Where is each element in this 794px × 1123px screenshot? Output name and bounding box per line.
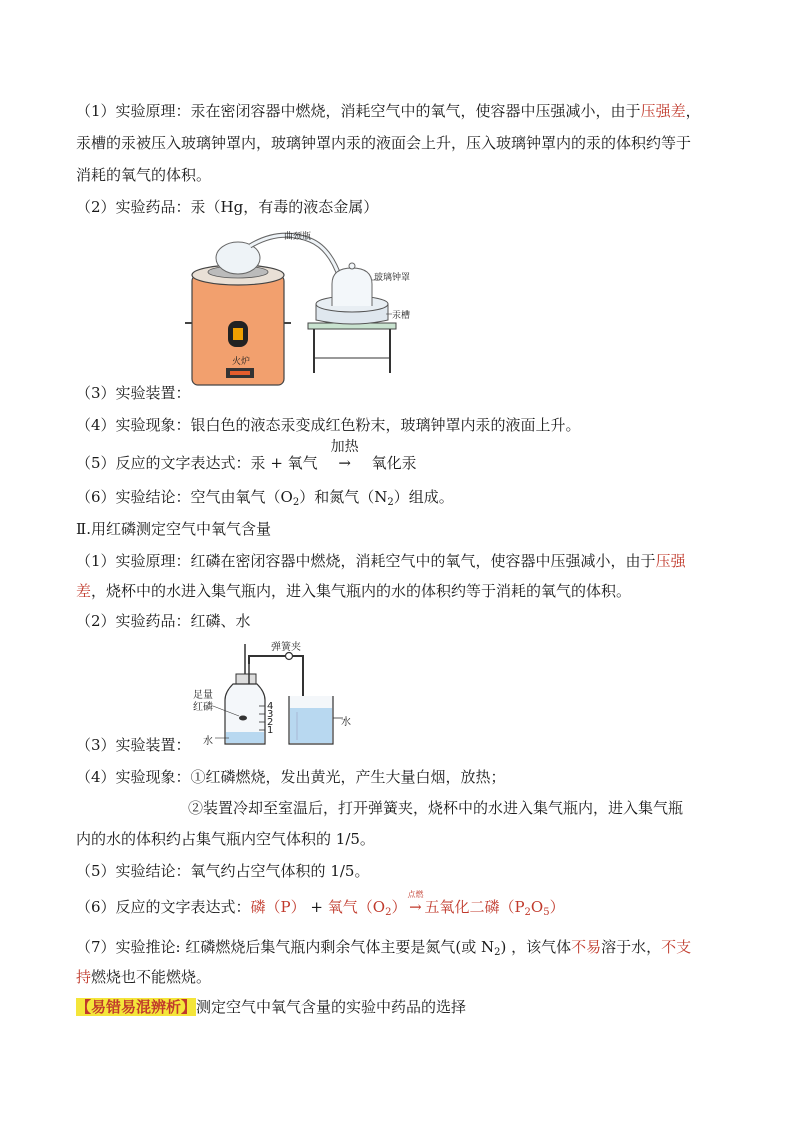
text: （1）实验原理：汞在密闭容器中燃烧，消耗空气中的氧气，使容器中压强减小，由于 bbox=[76, 102, 641, 120]
phosphorus-apparatus-figure bbox=[193, 640, 363, 752]
subscript: 2 bbox=[385, 907, 392, 918]
mercury-apparatus-figure bbox=[180, 228, 420, 386]
s1-principle-line1 bbox=[76, 101, 701, 121]
s1-drug: （2）实验药品：汞（Hg，有毒的液态金属） bbox=[76, 198, 379, 216]
beaker-water-label: 水 bbox=[341, 717, 351, 728]
phosphorus-label-2: 红磷 bbox=[193, 702, 213, 713]
mark-4: 4 bbox=[267, 701, 274, 712]
reactant-oxygen bbox=[328, 898, 407, 916]
arrow-icon: → bbox=[409, 898, 422, 916]
s2-apparatus: （3）实验装置： bbox=[76, 736, 191, 754]
bell-jar-label: 玻璃钟罩 bbox=[374, 273, 411, 283]
phosphorus-label-1: 足量 bbox=[193, 690, 213, 701]
highlight-text: 不易 bbox=[571, 938, 602, 956]
text: ) ，该气体 bbox=[500, 938, 572, 956]
subscript: 5 bbox=[543, 907, 550, 918]
furnace-label: 火炉 bbox=[232, 357, 251, 367]
s2-inference-line2 bbox=[76, 967, 211, 987]
reaction-arrow bbox=[324, 439, 366, 473]
s1-phenomenon: （4）实验现象：银白色的液态汞变成红色粉末，玻璃钟罩内汞的液面上升。 bbox=[76, 416, 581, 434]
s2-principle-line2 bbox=[76, 581, 631, 601]
subscript: 2 bbox=[387, 497, 394, 508]
s2-phenomenon-line2: ②装置冷却至室温后，打开弹簧夹，烧杯中的水进入集气瓶内，进入集气瓶 bbox=[188, 799, 684, 817]
text: 溶于水， bbox=[601, 938, 662, 956]
highlight-text: 压强 bbox=[655, 552, 686, 570]
text: 五氧化二磷（P bbox=[424, 898, 525, 916]
highlight-text: 压强差 bbox=[640, 102, 686, 120]
highlight-text: 持 bbox=[76, 968, 92, 986]
highlight-text: 差 bbox=[76, 582, 92, 600]
s2-phenomenon-line3: 内的水的体积约占集气瓶内空气体积的 1/5。 bbox=[76, 830, 375, 848]
s1-equation bbox=[76, 439, 417, 473]
s1-principle-line2: 汞槽的汞被压入玻璃钟罩内，玻璃钟罩内汞的液面会上升，压入玻璃钟罩内的汞的体积约等于 bbox=[76, 134, 692, 152]
s2-drug: （2）实验药品：红磷、水 bbox=[76, 612, 251, 630]
mark-2: 2 bbox=[267, 717, 274, 728]
text: 氧气（O bbox=[327, 898, 386, 916]
subscript: 2 bbox=[292, 497, 300, 508]
text: ， bbox=[685, 102, 701, 120]
reaction-condition: 点燃 bbox=[407, 890, 424, 899]
text: （1）实验原理：红磷在密闭容器中燃烧，消耗空气中的氧气，使容器中压强减小，由于 bbox=[76, 552, 656, 570]
mark-1: 1 bbox=[267, 725, 274, 736]
s2-heading: Ⅱ.用红磷测定空气中氧气含量 bbox=[76, 520, 271, 538]
reaction-condition: 加热 bbox=[330, 439, 359, 455]
plus-sign: + bbox=[305, 898, 328, 916]
text: ） bbox=[549, 898, 565, 916]
s2-inference-line1 bbox=[76, 937, 691, 957]
s1-conclusion bbox=[76, 487, 454, 507]
reactant-phosphorus: 磷（P） bbox=[250, 898, 306, 916]
product-p2o5 bbox=[424, 898, 564, 916]
tip-text: 测定空气中氧气含量的实验中药品的选择 bbox=[196, 998, 467, 1016]
s2-principle-line1 bbox=[76, 551, 686, 571]
text: ，烧杯中的水进入集气瓶内，进入集气瓶内的水的体积约等于消耗的氧气的体积。 bbox=[91, 582, 632, 600]
reaction-arrow bbox=[406, 890, 424, 917]
tip-line bbox=[76, 997, 466, 1017]
text: （6）实验结论：空气由氧气（O bbox=[76, 488, 293, 506]
text: （6）反应的文字表达式： bbox=[76, 898, 251, 916]
product: 氧化汞 bbox=[371, 454, 417, 472]
mark-3: 3 bbox=[267, 709, 274, 720]
retort-flask-label: 曲颈瓶 bbox=[284, 232, 312, 242]
tip-badge: 【易错易混辨析】 bbox=[76, 998, 197, 1016]
text: ） bbox=[391, 898, 407, 916]
text: O bbox=[530, 898, 544, 916]
text: 燃烧也不能燃烧。 bbox=[91, 968, 212, 986]
text: ）组成。 bbox=[393, 488, 454, 506]
spring-clamp-label: 弹簧夹 bbox=[271, 642, 301, 653]
mercury-trough-label: 汞槽 bbox=[392, 311, 411, 321]
s2-phenomenon-line1: （4）实验现象：①红磷燃烧，发出黄光，产生大量白烟，放热； bbox=[76, 768, 506, 786]
arrow-icon: → bbox=[338, 454, 351, 472]
s2-equation bbox=[76, 890, 565, 918]
text: （7）实验推论: 红磷燃烧后集气瓶内剩余气体主要是氮气(或 N bbox=[76, 938, 495, 956]
reactants: 汞 + 氧气 bbox=[250, 454, 318, 472]
s1-principle-line3: 消耗的氧气的体积。 bbox=[76, 166, 212, 184]
highlight-text: 不支 bbox=[661, 938, 692, 956]
bottle-water-label: 水 bbox=[203, 736, 213, 747]
subscript: 2 bbox=[524, 907, 531, 918]
s2-conclusion: （5）实验结论：氧气约占空气体积的 1/5。 bbox=[76, 862, 370, 880]
text: ）和氮气（N bbox=[299, 488, 388, 506]
s1-apparatus: （3）实验装置： bbox=[76, 384, 191, 402]
text: （5）反应的文字表达式： bbox=[76, 454, 251, 472]
subscript: 2 bbox=[494, 947, 501, 958]
